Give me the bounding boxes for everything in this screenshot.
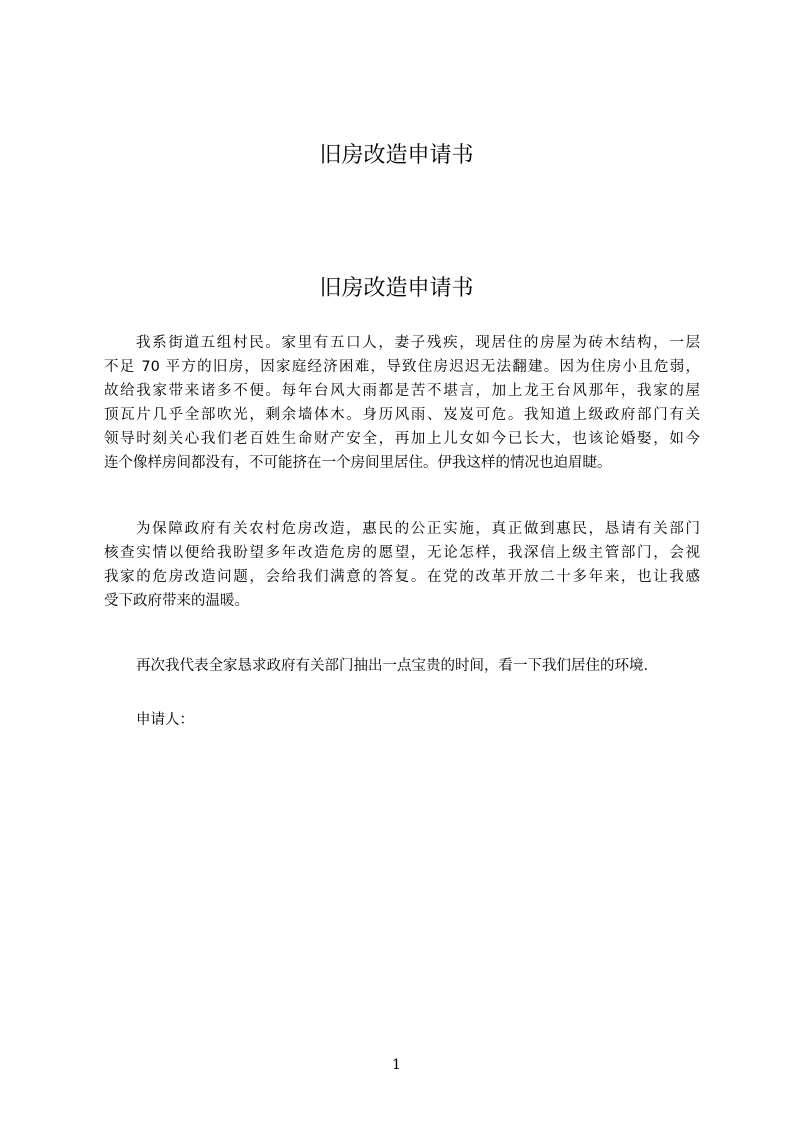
paragraph-line: 领导时刻关心我们老百姓生命财产安全，再加上儿女如今已长大，也该论婚娶，如今 <box>104 431 700 447</box>
paragraph-line: 再次我代表全家恳求政府有关部门抽出一点宝贵的时间，看一下我们居住的环境. <box>136 658 649 674</box>
paragraph-3 <box>104 654 700 678</box>
paragraph-line: 故给我家带来诸多不便。每年台风大雨都是苦不堪言，加上龙王台风那年，我家的屋 <box>104 383 700 399</box>
applicant-line <box>104 708 700 732</box>
paragraph-line: 不足 70 平方的旧房，因家庭经济困难，导致住房迟迟无法翻建。因为住房小且危弱， <box>104 359 700 375</box>
paragraph-1 <box>104 331 700 475</box>
paragraph-line: 顶瓦片几乎全部吹光，剩余墙体木。身历风雨、岌岌可危。我知道上级政府部门有关 <box>104 407 700 423</box>
paragraph-line: 核查实情以便给我盼望多年改造危房的愿望，无论怎样，我深信上级主管部门，会视 <box>104 545 700 561</box>
paragraph-line: 为保障政府有关农村危房改造，惠民的公正实施，真正做到惠民，恳请有关部门 <box>136 521 700 537</box>
paragraph-2 <box>104 517 700 613</box>
header-title: 旧房改造申请书 <box>319 143 474 168</box>
paragraph-line: 连个像样房间都没有，不可能挤在一个房间里居住。伊我这样的情况也迫眉睫。 <box>104 455 612 471</box>
applicant-label: 申请人： <box>136 712 194 728</box>
paragraph-line: 我家的危房改造问题，会给我们满意的答复。在党的改革开放二十多年来，也让我感 <box>104 569 700 585</box>
document-title: 旧房改造申请书 <box>319 276 474 301</box>
paragraph-line: 受下政府带来的温暖。 <box>104 593 249 609</box>
paragraph-line: 我系街道五组村民。家里有五口人，妻子残疾，现居住的房屋为砖木结构，一层 <box>136 335 700 351</box>
page-number: 1 <box>392 1057 401 1073</box>
